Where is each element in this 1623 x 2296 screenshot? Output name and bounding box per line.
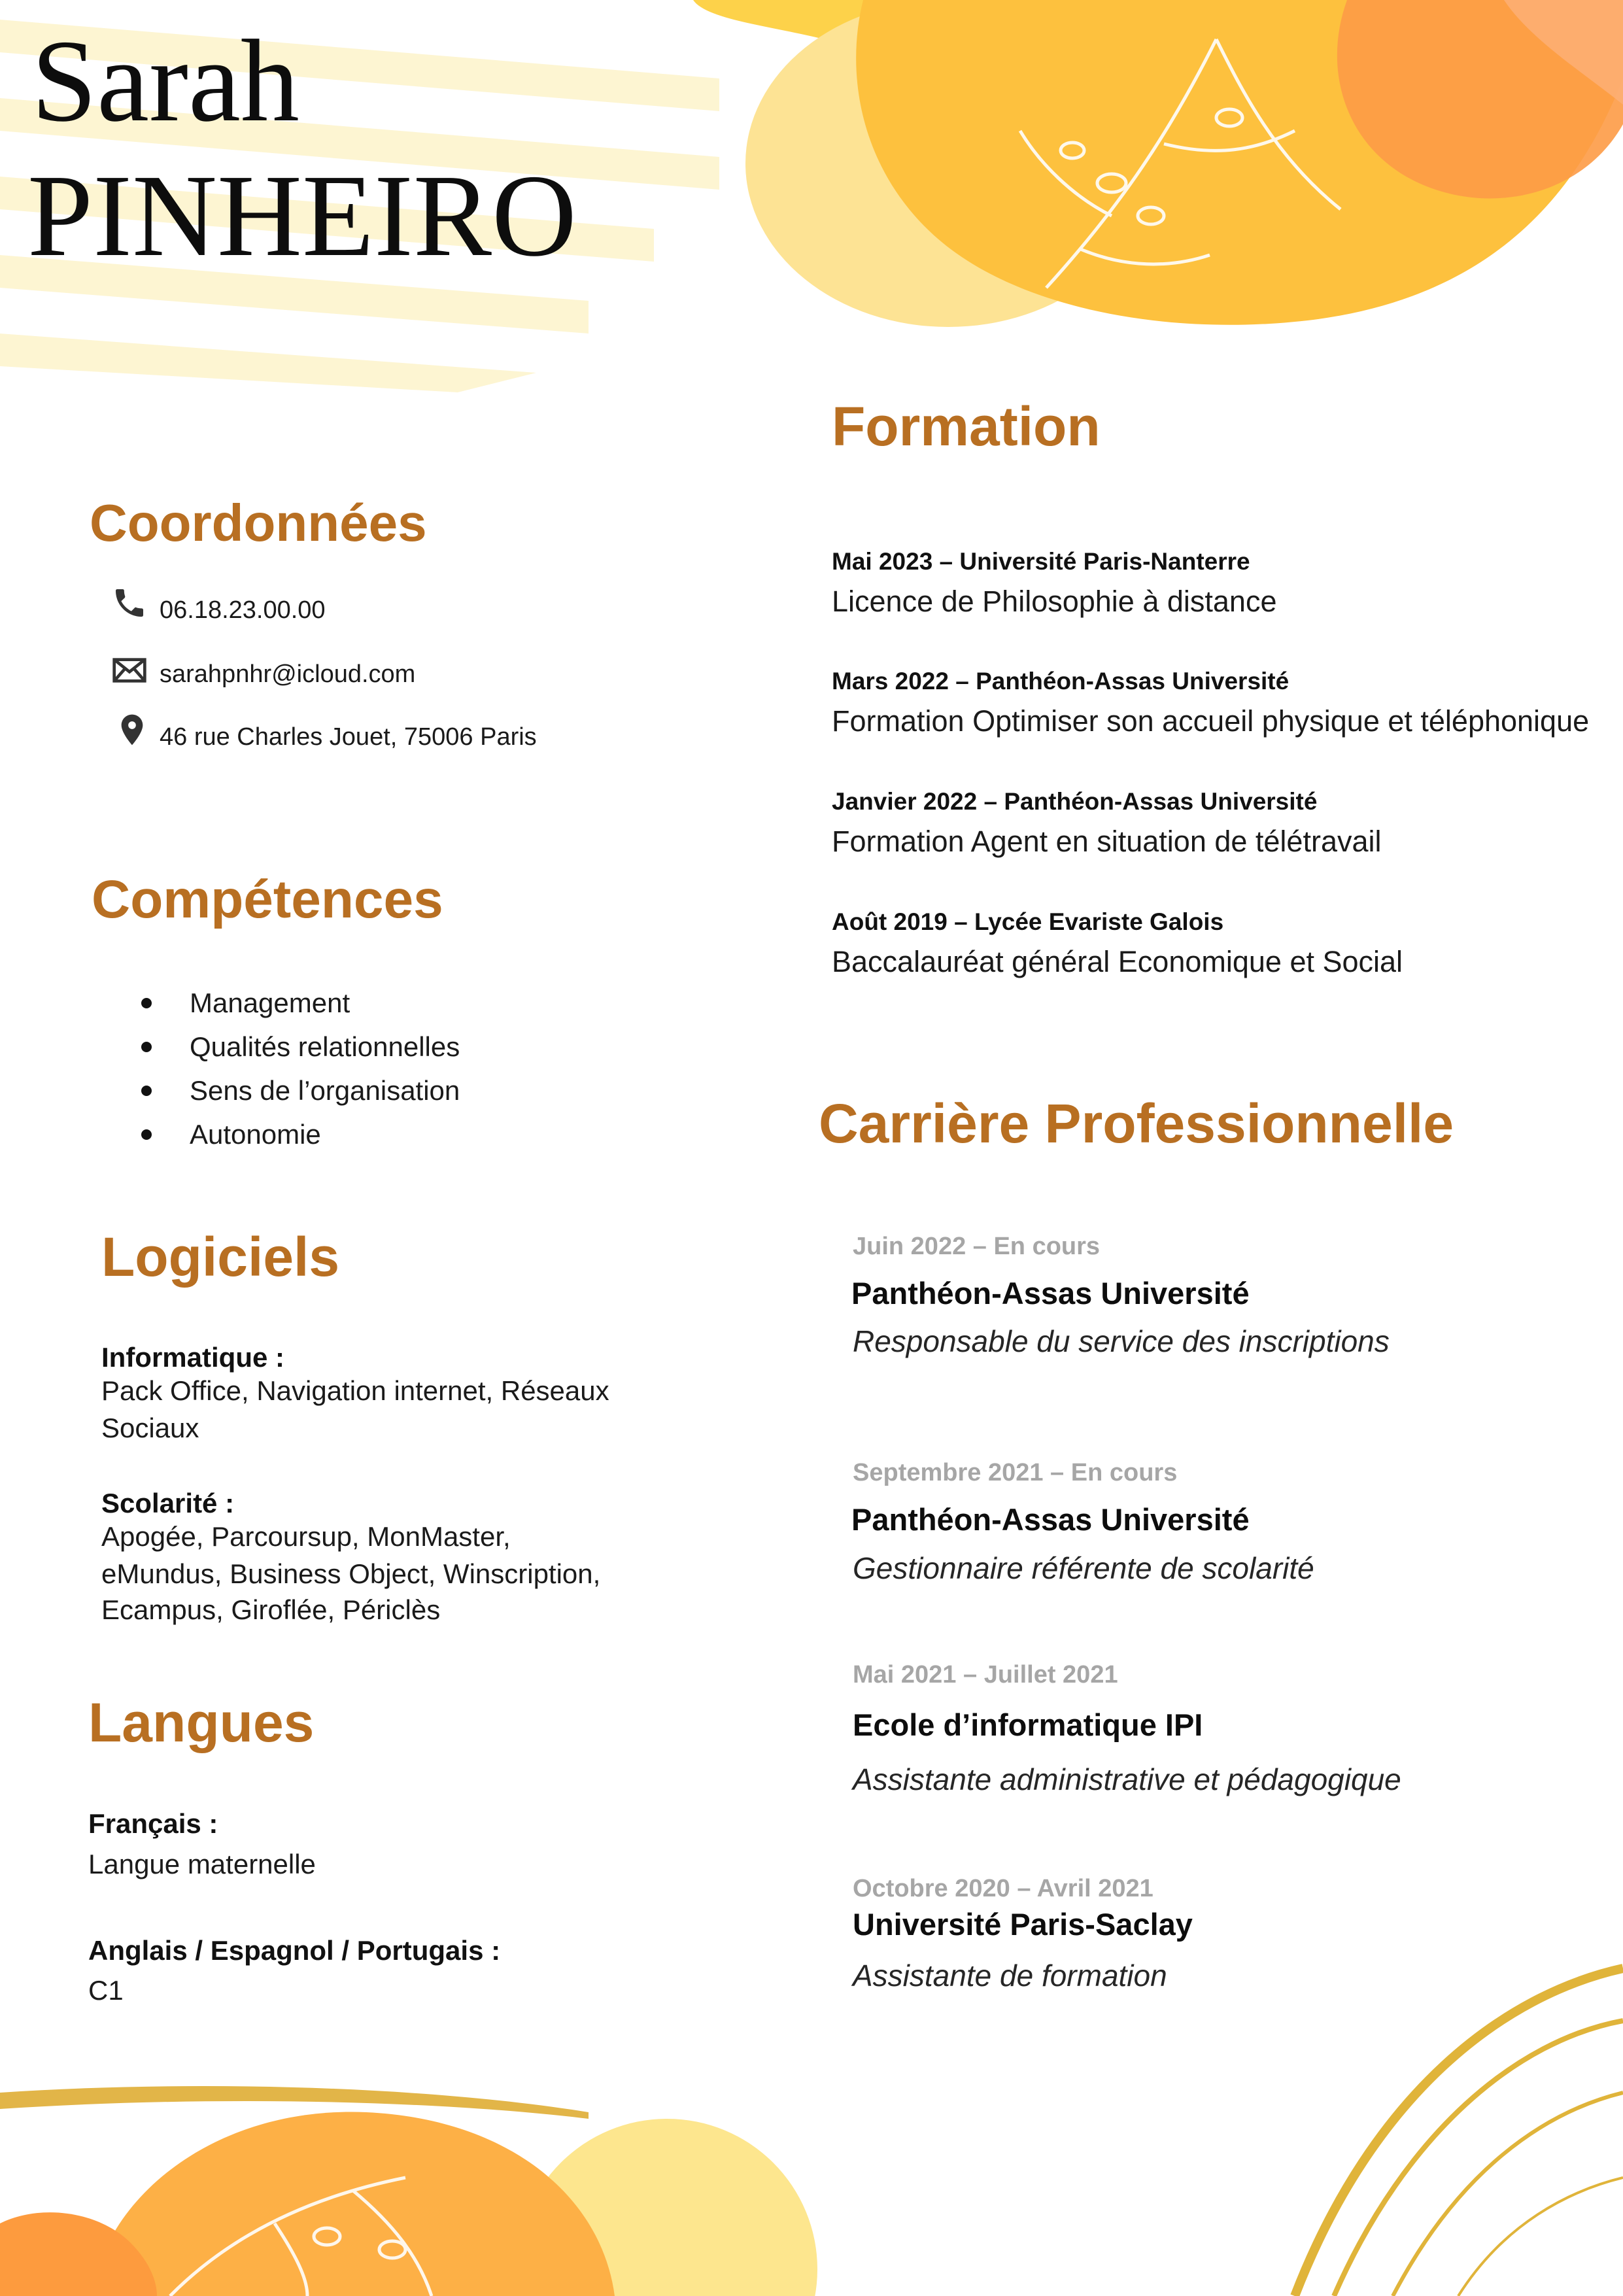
career-role: Assistante de formation (853, 1959, 1167, 1993)
phone-icon (111, 585, 148, 621)
career-role: Gestionnaire référente de scolarité (853, 1551, 1314, 1585)
gold-swirl-decoration (1295, 1968, 1623, 2296)
bullet (141, 1042, 152, 1052)
skill-label: Sens de l’organisation (190, 1075, 460, 1106)
skill-label: Management (190, 987, 350, 1018)
list-item (137, 1069, 460, 1112)
formation-desc: Licence de Philosophie à distance (832, 585, 1277, 618)
skill-label: Autonomie (190, 1119, 321, 1150)
francais-value: Langue maternelle (88, 1849, 316, 1879)
career-date: Septembre 2021 – En cours (853, 1459, 1178, 1486)
career-organization: Ecole d’informatique IPI (853, 1707, 1203, 1742)
skill-label: Qualités relationnelles (190, 1031, 460, 1062)
last-name: PINHEIRO (27, 150, 577, 281)
formation-desc: Formation Optimiser son accueil physique et téléphonique (832, 704, 1590, 738)
career-date: Juin 2022 – En cours (853, 1233, 1101, 1260)
carriere-heading: Carrière Professionnelle (819, 1093, 1454, 1154)
career-date: Octobre 2020 – Avril 2021 (853, 1875, 1153, 1902)
phone-number: 06.18.23.00.00 (160, 596, 326, 624)
mail-icon (111, 652, 148, 689)
career-organization: Université Paris-Saclay (853, 1907, 1193, 1942)
coordonnees-heading: Coordonnées (90, 494, 427, 552)
career-date: Mai 2021 – Juillet 2021 (853, 1661, 1118, 1688)
skills-list (137, 981, 460, 1156)
list-item (137, 1025, 460, 1069)
scolarite-line-3: Ecampus, Giroflée, Périclès (101, 1594, 441, 1625)
formation-date: Août 2019 – Lycée Evariste Galois (832, 908, 1224, 935)
formation-date: Mai 2023 – Université Paris-Nanterre (832, 548, 1250, 575)
bullet (141, 998, 152, 1008)
formation-desc: Baccalauréat général Economique et Social (832, 945, 1403, 978)
formation-date: Janvier 2022 – Panthéon-Assas Université (832, 788, 1318, 815)
first-name: Sarah (31, 16, 299, 146)
informatique-line-2: Sociaux (101, 1413, 199, 1443)
informatique-line-1: Pack Office, Navigation internet, Réseaux (101, 1375, 609, 1406)
email-address: sarahpnhr@icloud.com (160, 660, 416, 688)
career-organization: Panthéon-Assas Université (851, 1502, 1250, 1537)
competences-heading: Compétences (92, 870, 443, 929)
formation-heading: Formation (832, 396, 1101, 457)
informatique-label: Informatique : (101, 1342, 284, 1373)
bullet (141, 1129, 152, 1140)
career-organization: Panthéon-Assas Université (851, 1276, 1250, 1311)
location-pin-icon (114, 711, 150, 748)
autres-langues-label: Anglais / Espagnol / Portugais : (88, 1935, 501, 1966)
autres-langues-value: C1 (88, 1975, 124, 2006)
career-role: Responsable du service des inscriptions (853, 1324, 1390, 1358)
formation-desc: Formation Agent en situation de télétravail (832, 825, 1382, 858)
formation-date: Mars 2022 – Panthéon-Assas Université (832, 668, 1290, 694)
logiciels-heading: Logiciels (101, 1226, 340, 1288)
scolarite-line-2: eMundus, Business Object, Winscription, (101, 1558, 601, 1589)
bullet (141, 1086, 152, 1096)
scolarite-line-1: Apogée, Parcoursup, MonMaster, (101, 1521, 511, 1552)
top-leaf-decoration (693, 0, 1623, 327)
career-role: Assistante administrative et pédagogique (853, 1762, 1401, 1796)
list-item (137, 1112, 460, 1156)
langues-heading: Langues (88, 1692, 315, 1753)
list-item (137, 981, 460, 1025)
bottom-leaf-decoration (0, 2086, 817, 2296)
scolarite-label: Scolarité : (101, 1488, 235, 1518)
address: 46 rue Charles Jouet, 75006 Paris (160, 723, 537, 751)
francais-label: Français : (88, 1808, 218, 1839)
